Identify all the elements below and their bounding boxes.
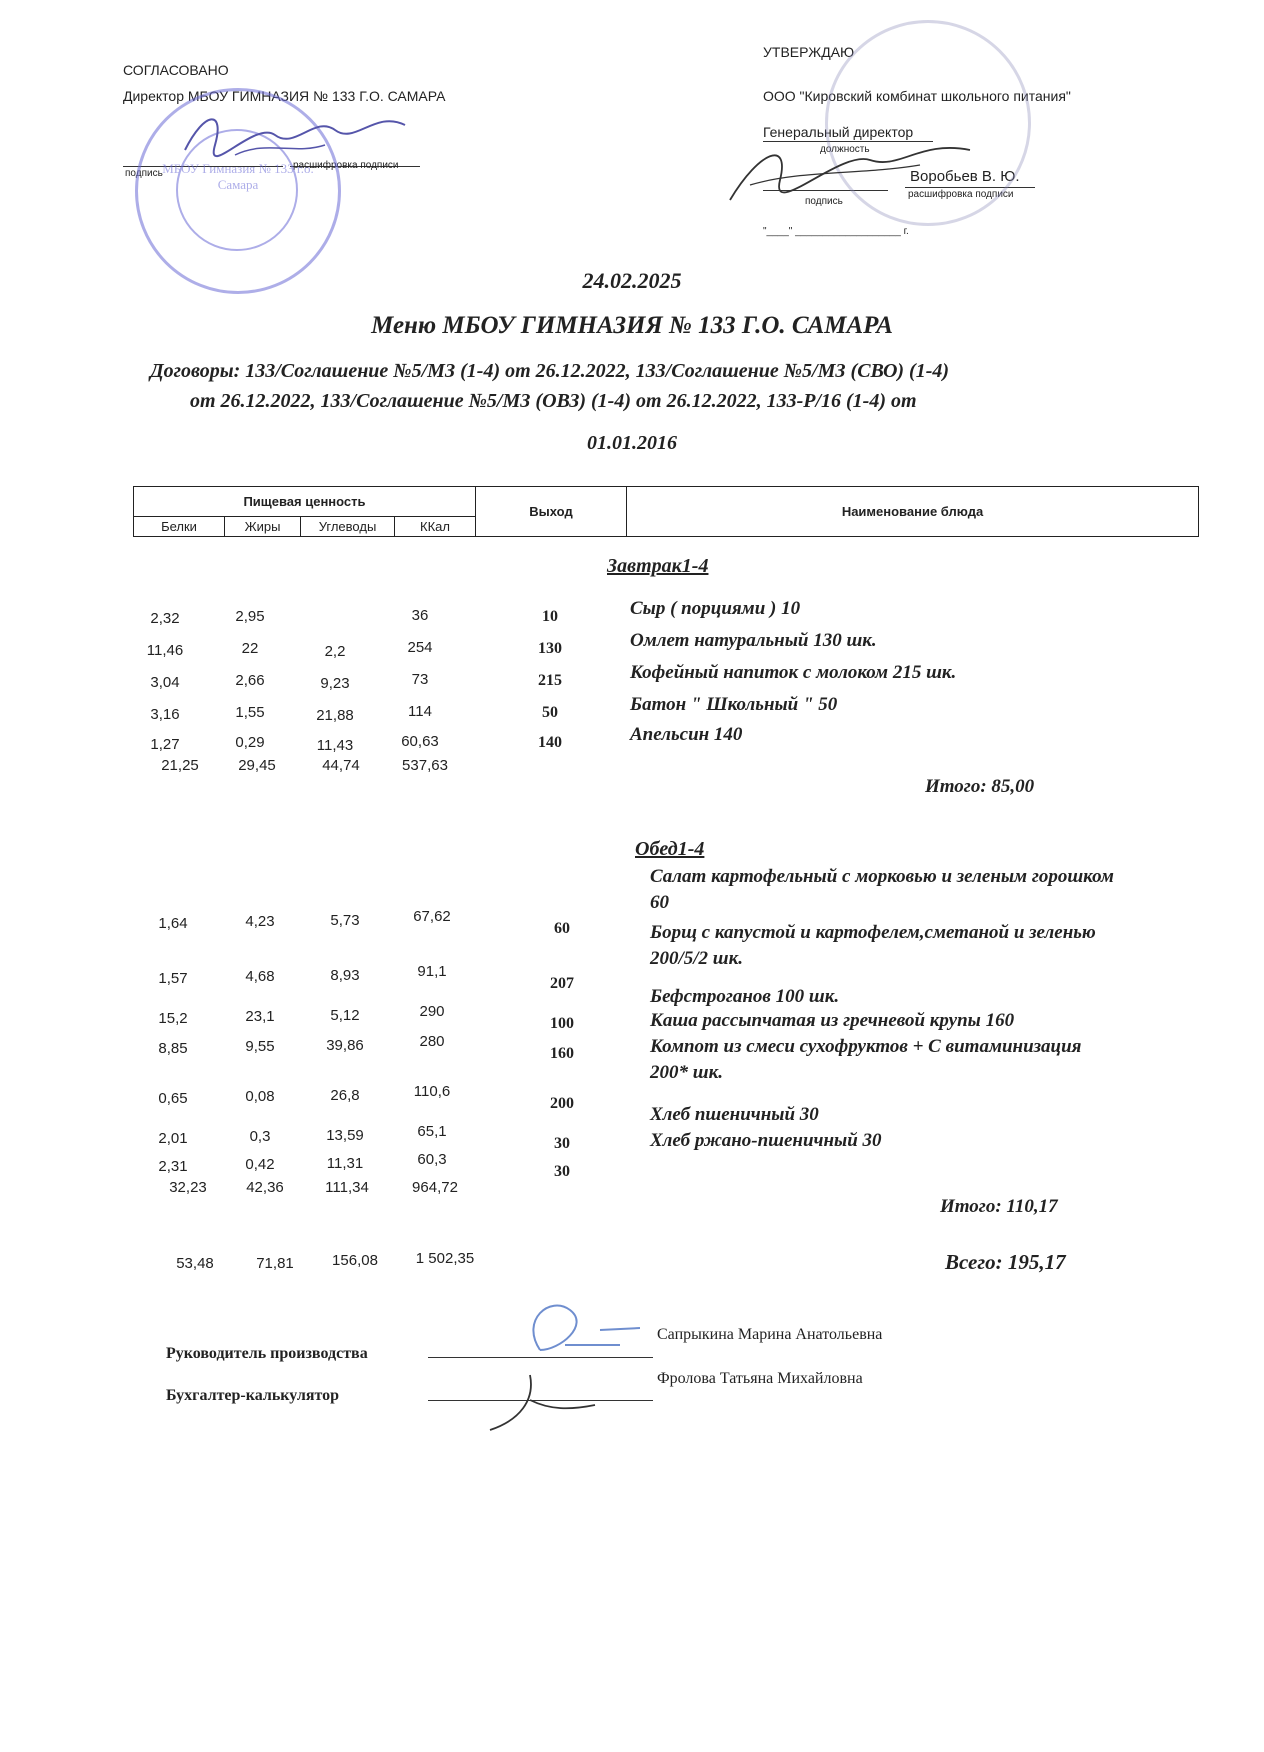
breakfast-total-protein: 21,25 [161,757,199,774]
breakfast-carbs: 11,43 [316,737,354,754]
grand-total-carbs: 156,08 [332,1252,378,1269]
head-signature [500,1290,640,1370]
grand-total-protein: 53,48 [176,1255,214,1272]
head-of-production-name: Сапрыкина Марина Анатольевна [657,1326,883,1343]
breakfast-protein: 3,16 [150,706,180,723]
right-signature-caption: подпись [805,196,843,207]
left-signature-caption: подпись [125,168,163,179]
company-name: ООО "Кировский комбинат школьного питания" [763,88,1071,104]
breakfast-output: 130 [538,640,562,657]
position-caption: должность [820,144,870,155]
breakfast-carbs: 2,2 [324,643,346,660]
lunch-output: 30 [554,1135,570,1152]
nutrition-table-header [133,486,1199,537]
lunch-carbs: 5,12 [330,1007,360,1024]
breakfast-kcal: 73 [411,671,429,688]
breakfast-fat: 22 [241,640,259,657]
protein-header: Белки [134,517,225,537]
lunch-carbs: 11,31 [326,1155,364,1172]
lunch-protein: 1,64 [158,915,188,932]
kcal-header: ККал [395,517,476,537]
breakfast-kcal: 36 [411,607,429,624]
lunch-fat: 0,3 [249,1128,271,1145]
lunch-kcal: 91,1 [417,963,447,980]
breakfast-protein: 1,27 [150,736,180,753]
breakfast-total-kcal: 537,63 [402,757,448,774]
dish-name-header: Наименование блюда [627,487,1199,537]
breakfast-kcal: 114 [408,703,432,720]
lunch-fat: 0,42 [245,1156,275,1173]
head-of-production-label: Руководитель производства [166,1345,368,1362]
lunch-dish-name: Бефстроганов 100 шк. [650,986,840,1007]
breakfast-dish-name: Батон " Школьный " 50 [630,694,838,715]
lunch-fat: 4,68 [245,968,275,985]
lunch-dish-name-cont: 60 [650,892,669,913]
agreed-label: СОГЛАСОВАНО [123,62,229,78]
lunch-total-protein: 32,23 [169,1179,207,1196]
left-decoding-caption: расшифровка подписи [293,160,399,171]
lunch-kcal: 280 [419,1033,445,1050]
lunch-carbs: 26,8 [330,1087,360,1104]
accountant-name: Фролова Татьяна Михайловна [657,1370,863,1387]
lunch-carbs: 8,93 [330,967,360,984]
lunch-kcal: 290 [419,1003,445,1020]
lunch-kcal: 65,1 [417,1123,447,1140]
nutrition-header: Пищевая ценность [134,487,476,517]
breakfast-fat: 0,29 [235,734,265,751]
lunch-dish-name: Хлеб пшеничный 30 [650,1104,819,1125]
lunch-output: 100 [550,1015,574,1032]
breakfast-sum: Итого: 85,00 [925,776,1035,797]
lunch-dish-name: Салат картофельный с морковью и зеленым горошком [650,866,1114,887]
director-name: Воробьев В. Ю. [910,168,1020,185]
lunch-dish-name: Борщ с капустой и картофелем,сметаной и зеленью [650,922,1096,943]
page-title: Меню МБОУ ГИМНАЗИЯ № 133 Г.О. САМАРА [371,312,893,339]
lunch-dish-name-cont: 200/5/2 шк. [650,948,744,969]
lunch-carbs: 39,86 [326,1037,364,1054]
lunch-protein: 1,57 [158,970,188,987]
contracts-line1: Договоры: 133/Соглашение №5/МЗ (1-4) от 26.12.2022, 133/Соглашение №5/МЗ (СВО) (1-4) [150,360,950,382]
contracts-line2: от 26.12.2022, 133/Соглашение №5/МЗ (ОВЗ) (1-4) от 26.12.2022, 133-Р/16 (1-4) от [190,390,917,412]
lunch-fat: 0,08 [245,1088,275,1105]
breakfast-total-fat: 29,45 [238,757,276,774]
approval-date-line: "____" ___________________ г. [763,226,909,237]
breakfast-output: 10 [542,608,558,625]
breakfast-output: 50 [542,704,558,721]
lunch-total-carbs: 111,34 [325,1179,369,1196]
approve-label: УТВЕРЖДАЮ [763,44,855,60]
fat-header: Жиры [225,517,301,537]
lunch-protein: 8,85 [158,1040,188,1057]
lunch-total-kcal: 964,72 [412,1179,458,1196]
lunch-title: Обед1-4 [635,838,705,860]
lunch-protein: 0,65 [158,1090,188,1107]
position-value: Генеральный директор [763,124,914,140]
accountant-signature [480,1370,600,1440]
lunch-fat: 23,1 [245,1008,275,1025]
breakfast-total-carbs: 44,74 [322,757,360,774]
director-signature [175,100,415,170]
lunch-total-fat: 42,36 [246,1179,284,1196]
lunch-kcal: 67,62 [413,908,451,925]
lunch-dish-name: Компот из смеси сухофруктов + С витаминизация [650,1036,1082,1057]
output-header: Выход [476,487,627,537]
lunch-carbs: 13,59 [326,1127,364,1144]
lunch-output: 200 [550,1095,574,1112]
director-line: Директор МБОУ ГИМНАЗИЯ № 133 Г.О. САМАРА [123,88,446,104]
lunch-output: 30 [554,1163,570,1180]
breakfast-output: 215 [538,672,562,689]
lunch-dish-name-cont: 200* шк. [650,1062,723,1083]
lunch-kcal: 110,6 [413,1083,451,1100]
breakfast-fat: 2,95 [235,608,265,625]
breakfast-dish-name: Кофейный напиток с молоком 215 шк. [630,662,957,683]
breakfast-fat: 1,55 [235,704,265,721]
breakfast-kcal: 254 [407,639,433,656]
general-director-signature [720,130,980,210]
lunch-protein: 2,31 [158,1158,188,1175]
stamp-text: МБОУ Гимназия № 133 г.о. Самара [162,161,314,192]
grand-total-fat: 71,81 [256,1255,294,1272]
breakfast-fat: 2,66 [235,672,265,689]
lunch-dish-name: Каша рассыпчатая из гречневой крупы 160 [650,1010,1015,1031]
grand-total-sum: Всего: 195,17 [945,1250,1066,1274]
breakfast-output: 140 [538,734,562,751]
carbs-header: Углеводы [301,517,395,537]
lunch-output: 207 [550,975,574,992]
menu-date: 24.02.2025 [582,268,682,293]
lunch-output: 60 [554,920,570,937]
breakfast-title: Завтрак1-4 [607,555,709,577]
lunch-sum: Итого: 110,17 [940,1196,1058,1217]
grand-total-kcal: 1 502,35 [415,1250,475,1267]
right-decoding-caption: расшифровка подписи [908,189,1014,200]
lunch-protein: 15,2 [158,1010,188,1027]
breakfast-protein: 2,32 [150,610,180,627]
breakfast-dish-name: Апельсин 140 [630,724,743,745]
breakfast-dish-name: Сыр ( порциями ) 10 [630,598,801,619]
breakfast-kcal: 60,63 [401,733,439,750]
breakfast-carbs: 21,88 [316,707,354,724]
breakfast-protein: 11,46 [146,642,184,659]
lunch-fat: 9,55 [245,1038,275,1055]
lunch-kcal: 60,3 [417,1151,447,1168]
lunch-fat: 4,23 [245,913,275,930]
breakfast-protein: 3,04 [150,674,180,691]
accountant-label: Бухгалтер-калькулятор [166,1387,340,1404]
lunch-carbs: 5,73 [330,912,360,929]
breakfast-dish-name: Омлет натуральный 130 шк. [630,630,877,651]
lunch-dish-name: Хлеб ржано-пшеничный 30 [650,1130,882,1151]
lunch-output: 160 [550,1045,574,1062]
lunch-protein: 2,01 [158,1130,188,1147]
breakfast-carbs: 9,23 [320,675,350,692]
contracts-line3: 01.01.2016 [587,432,677,454]
